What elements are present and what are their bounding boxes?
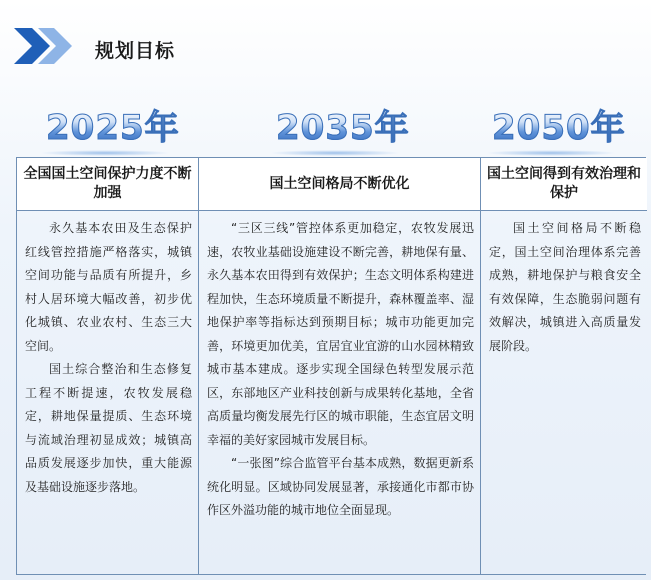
year-label-2035: 2035年 [276, 108, 410, 148]
column-body [199, 212, 480, 574]
column-heading: 国土空间格局不断优化 [199, 158, 480, 211]
paragraph: 国土空间格局不断稳定，国土空间治理体系完善成熟，耕地保护与粮食安全有效保障，生态脆弱问题有效解决，城镇进入高质量发展阶段。 [489, 221, 641, 353]
year-underline-glow [486, 150, 616, 156]
column-body [17, 212, 198, 574]
goal-column-2050 [481, 158, 647, 574]
paragraph: 永久基本农田及生态保护红线管控措施严格落实，城镇空间功能与品质有所提升，乡村人居环境大幅改善，初步优化城镇、农业农村、生态三大空间。 [25, 221, 192, 353]
column-body [481, 212, 647, 574]
paragraph: “一张图”综合监管平台基本成熟，数据更新系统化明显。区域协同发展显著，承接通化市都市协作区外溢功能的城市地位全面显现。 [207, 456, 474, 517]
paragraph: 国土综合整治和生态修复工程不断提速，农牧发展稳定，耕地保量提质、生态环境与流域治理初显成效；城镇高品质发展逐步加快，重大能源及基础设施逐步落地。 [25, 362, 192, 494]
year-underline-glow [40, 150, 170, 156]
goal-column-2035 [199, 158, 481, 574]
double-chevron-icon [14, 28, 80, 64]
year-label-2025: 2025年 [46, 108, 180, 148]
goal-column-2025 [17, 158, 199, 574]
goals-table [16, 157, 646, 575]
year-label-2050: 2050年 [492, 108, 626, 148]
column-heading: 全国国土空间保护力度不断加强 [17, 158, 198, 211]
column-heading: 国土空间得到有效治理和保护 [481, 158, 647, 211]
year-underline-glow [270, 150, 400, 156]
page-title: 规划目标 [95, 40, 176, 62]
paragraph: “三区三线”管控体系更加稳定，农牧发展迅速，农牧业基础设施建设不断完善，耕地保有量、永久基本农田得到有效保护；生态文明体系构建进程加快，生态环境质量不断提升，森林覆盖率、湿地保护率等指标达到预期目标；城市功能更加完善，环境更加优美，宜居宜业宜游的山水园林精致城市基本建成。逐步实现全国绿色转型发展示范区，东部地区产业科技创新与成果转化基地，全省高质量均衡发展先行区的城市职能，生态宜居文明幸福的美好家园城市发展目标。 [207, 221, 474, 447]
